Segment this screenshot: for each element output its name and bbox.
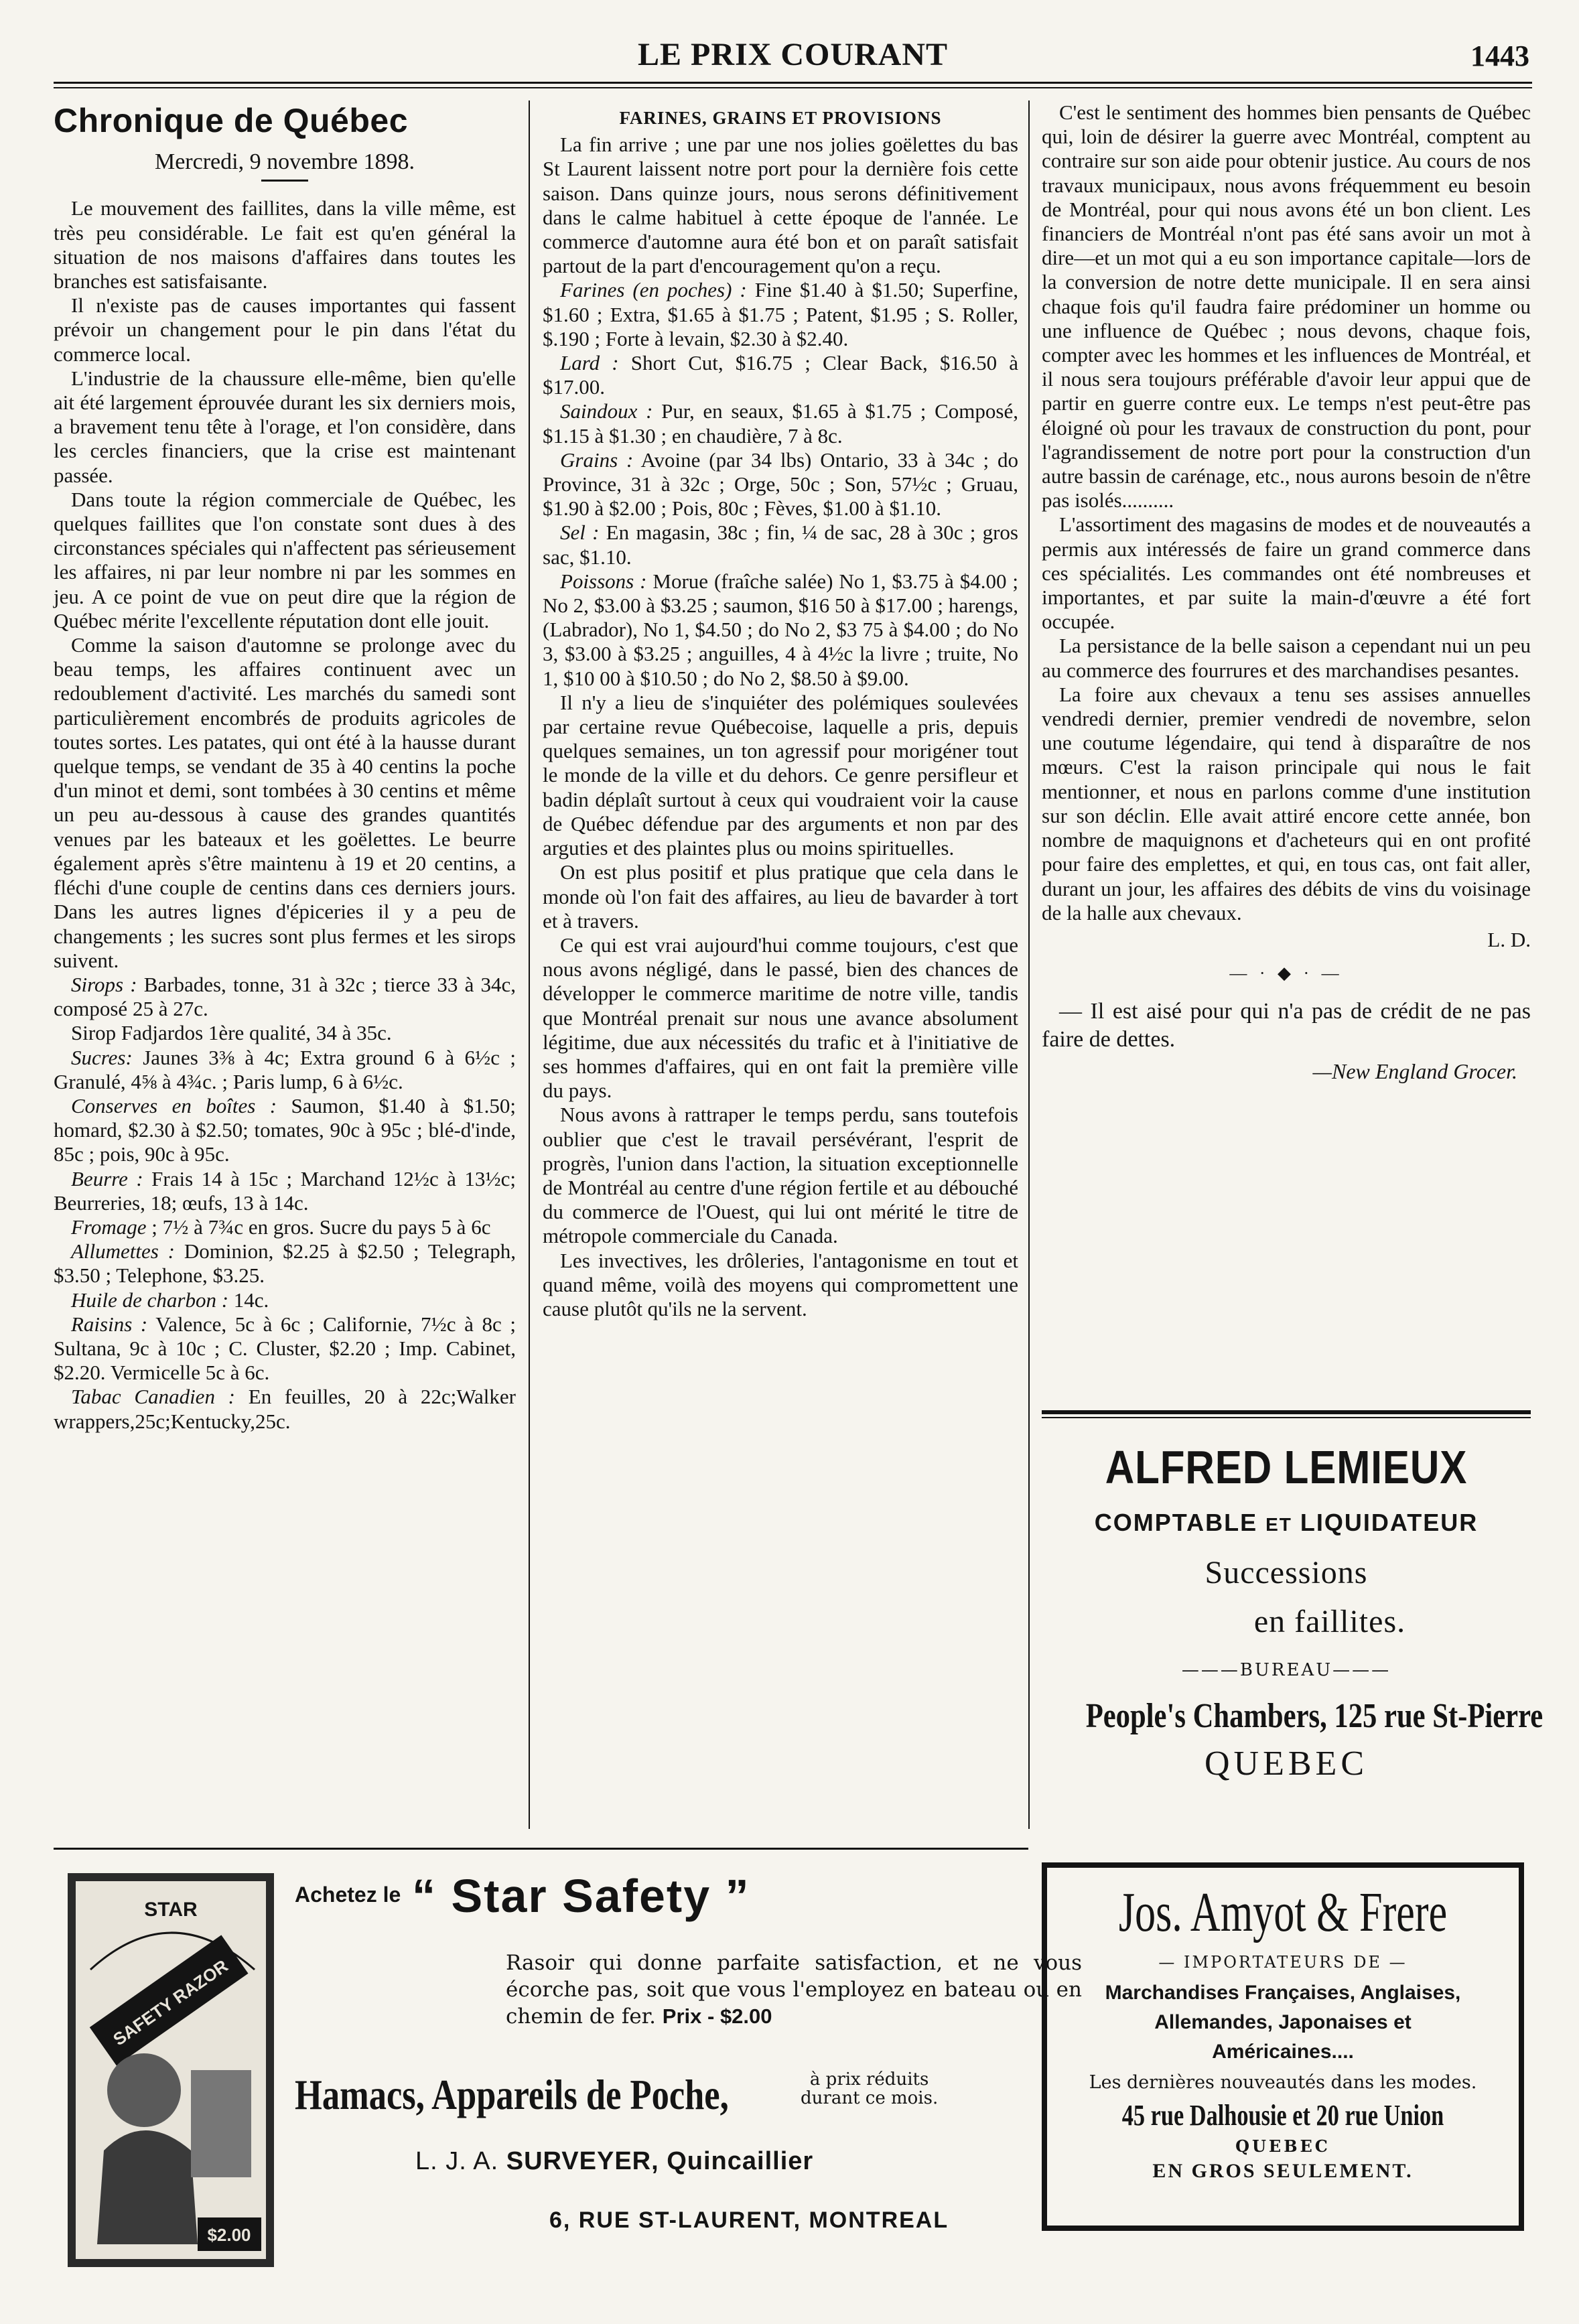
publication-title: LE PRIX COURANT bbox=[637, 37, 949, 72]
subtitle-word: LIQUIDATEUR bbox=[1300, 1509, 1479, 1536]
page-header bbox=[54, 27, 1532, 74]
advertiser-name: Jos. Amyot & Frere bbox=[1118, 1881, 1448, 1943]
price-text: Frais 14 à 15c ; Marchand 12½c à 13½c; Beurreries, 18; œufs, 13 à 14c. bbox=[54, 1166, 516, 1215]
column-divider bbox=[1028, 100, 1030, 1829]
header-rule-thin bbox=[54, 87, 1532, 88]
price-line bbox=[543, 278, 1018, 351]
price-label: Fromage bbox=[71, 1215, 147, 1239]
price-text: Saumon, $1.40 à $1.50; homard, $2.30 à $2.50; tomates, 90c à 95c ; blé-d'inde, 85c ; pois, 90c à 95c. bbox=[54, 1093, 516, 1166]
novelties-line: Les dernières nouveautés dans les modes. bbox=[1089, 2072, 1477, 2093]
price-line bbox=[543, 521, 1018, 569]
paragraph: Le mouvement des faillites, dans la ville même, est très peu considérable. Le fait est qu'en général la situation de nos maisons d'affaires dans toutes les branches est satisfaisante. bbox=[54, 196, 516, 293]
paragraph: Ce qui est vrai aujourd'hui comme toujours, c'est que nous avons négligé, dans le passé, bien des chances de développer le commerce maritime de notre ville, tandis que Montréal prenait sur nous une avance absolument légitime, due aux nécessités du trafic et à l'initiative de ses hommes d'affaires, qui en ont fait la première ville du pays. bbox=[543, 933, 1018, 1103]
razor-band-label: SAFETY RAZOR bbox=[109, 1956, 232, 2050]
paragraph: On est plus positif et plus pratique que cela dans le monde où l'on fait des affaires, au lieu de bavarder à tort et à travers. bbox=[543, 860, 1018, 933]
page-number: 1443 bbox=[1470, 40, 1529, 72]
ad-lead-text: Achetez le bbox=[295, 1883, 401, 1907]
advertiser-city: QUEBEC bbox=[1205, 1745, 1368, 1783]
advertiser-name: ALFRED LEMIEUX bbox=[1105, 1441, 1468, 1493]
paragraph: Les invectives, les drôleries, l'antagonisme en tout et quand même, voilà des moyens qui compromettent une cause plutôt qu'ils ne la servent. bbox=[543, 1248, 1018, 1320]
price-label: Saindoux : bbox=[560, 399, 653, 423]
section-rule bbox=[54, 1848, 1028, 1850]
wholesale-note: EN GROS SEULEMENT. bbox=[1152, 2160, 1414, 2182]
discount-note bbox=[801, 2070, 938, 2108]
paragraph: C'est le sentiment des hommes bien pensants de Québec qui, loin de désirer la guerre avec Montréal, comptent au contraire sur son aide pour obtenir justice. Au cours de nos travaux municipaux, nous avons fréquemment eu besoin de Montréal, pour qui nous avons été un bon client. Les financiers de Montréal n'ont pas été sans avoir un mot à dire—et un mot qui a eu son importance capitale—lors de la conversion de notre dette municipale. Il en sera ainsi chaque fois qu'il faudra faire prédominer un homme ou une influence de Québec ; nous devons, chaque fois, compter avec les hommes et les influences de Montréal, et il nous sera toujours préférable d'avoir leur appui que de partir en guerre contre eux. Le temps n'est peut-être pas éloigné où pour les travaux de construction du pont, pour l'agrandissement de notre port pour la construction d'un autre bassin de carénage, etc., nous aurons besoin de n'être pas isolés.......... bbox=[1042, 100, 1531, 512]
price-text: Barbades, tonne, 31 à 32c ; tierce 33 à 34c, composé 25 à 27c. bbox=[54, 972, 516, 1021]
price-text: Short Cut, $16.75 ; Clear Back, $16.50 à $17.00. bbox=[543, 351, 1019, 399]
article-title: Chronique de Québec bbox=[54, 102, 409, 139]
service-line: en faillites. bbox=[1253, 1604, 1406, 1639]
price-label: Sirops : bbox=[71, 972, 137, 996]
hamacs-heading: Hamacs, Appareils de Poche, bbox=[295, 2071, 729, 2118]
goods-line: Américaines.... bbox=[1212, 2041, 1354, 2063]
ad-rule bbox=[1042, 1410, 1531, 1414]
price-label: Huile de charbon : bbox=[71, 1288, 229, 1312]
price-line bbox=[543, 448, 1018, 521]
subtitle-word: COMPTABLE bbox=[1094, 1509, 1258, 1536]
price-text: Dominion, $2.25 à $2.50 ; Telegraph, $3.50 ; Telephone, $3.25. bbox=[54, 1239, 516, 1288]
price-line bbox=[54, 1288, 516, 1312]
price-line bbox=[54, 973, 516, 1021]
price-line bbox=[54, 1239, 516, 1288]
price-label: Sucres: bbox=[71, 1045, 133, 1069]
price-line bbox=[54, 1385, 516, 1433]
price-text: ; 7½ à 7¾c en gros. Sucre du pays 5 à 6c bbox=[146, 1215, 491, 1239]
price-line bbox=[54, 1094, 516, 1167]
advertiser-address: People's Chambers, 125 rue St-Pierre bbox=[1085, 1697, 1543, 1735]
paragraph: Dans toute la région commerciale de Québec, les quelques faillites que l'on constate sont dues à des circonstances spéciales qui n'affectent pas sérieusement les affaires, ni par leur nombre ni par les sommes en jeu. A ce point de vue on peut dire que la région de Québec mérite l'excellente réputation dont elle jouit. bbox=[54, 487, 516, 632]
bureau-label: ———BUREAU——— bbox=[1181, 1660, 1391, 1680]
quote: — Il est aisé pour qui n'a pas de crédit de ne pas faire de dettes. bbox=[1042, 999, 1531, 1052]
paragraph: Il n'existe pas de causes importantes qui fassent prévoir un changement pour le pin dans l'état du commerce local. bbox=[54, 293, 516, 366]
article-date: Mercredi, 9 novembre 1898. bbox=[154, 149, 415, 175]
service-line: Successions bbox=[1205, 1555, 1368, 1590]
subtitle-word: ET bbox=[1265, 1514, 1292, 1535]
price-line bbox=[543, 569, 1018, 691]
goods-line: Allemandes, Japonaises et bbox=[1154, 2011, 1412, 2033]
goods-line: Marchandises Françaises, Anglaises, bbox=[1105, 1982, 1461, 2004]
price-label: Raisins : bbox=[71, 1312, 148, 1336]
merchant-address: 6, RUE ST-LAURENT, MONTREAL bbox=[549, 2207, 949, 2233]
advertiser-address: 45 rue Dalhousie et 20 rue Union bbox=[1121, 2099, 1444, 2132]
price-line bbox=[54, 1046, 516, 1094]
price-label: Lard : bbox=[560, 351, 619, 375]
price-label: Farines (en poches) : bbox=[560, 278, 747, 302]
price-text: En feuilles, 20 à 22c;Walker wrappers,25c;Kentucky,25c. bbox=[54, 1385, 517, 1433]
merchant-initials: L. J. A. bbox=[415, 2147, 499, 2175]
price-text: Morue (fraîche salée) No 1, $3.75 à $4.00 ; No 2, $3.00 à $3.25 ; saumon, $16 50 à $17.00 ; harengs, (Labrador), No 1, $4.50 ; do No 2, $3 75 à $4.00 ; do No 3, $3.00 à $3.25 ; anguilles, 4 à 4½c la livre ; truite, No 1, $10 00 à $10.50 ; do No 2, $8.50 à $9.00. bbox=[543, 569, 1018, 690]
advertiser-subtitle bbox=[1042, 1509, 1531, 1537]
paragraph: La foire aux chevaux a tenu ses assises annuelles vendredi dernier, premier vendredi de novembre, selon une coutume légendaire, qui tend à disparaître de nos mœurs. C'est la raison principale qui nous le fait mentionner, et nous en parlons comme d'une institution sur son déclin. Elle avait attiré encore cette année, bon nombre de maquignons et d'acheteurs qui en ont profité pour faire des emplettes, et qui, en tous cas, ont fait aller, durant un jour, les affaires des débits de vins du voisinage de la halle aux chevaux. bbox=[1042, 682, 1531, 925]
section-heading: FARINES, GRAINS ET PROVISIONS bbox=[619, 108, 942, 128]
price-text: Sirop Fadjardos 1ère qualité, 34 à 35c. bbox=[71, 1021, 392, 1045]
discount-line: à prix réduits bbox=[809, 2069, 929, 2090]
price-text: Pur, en seaux, $1.65 à $1.75 ; Composé, $1.15 à $1.30 ; en chaudière, 7 à 8c. bbox=[543, 399, 1018, 448]
discount-line: durant ce mois. bbox=[801, 2088, 939, 2108]
price-label: Beurre : bbox=[71, 1166, 143, 1190]
header-rule bbox=[54, 82, 1532, 84]
ad-amyot bbox=[1042, 1862, 1524, 2231]
price-line bbox=[543, 399, 1018, 448]
paragraph: L'assortiment des magasins de modes et de nouveautés a permis aux intéressés de faire un grand commerce dans ces spécialités. Les commandes ont été nombreuses et importantes, et par suite la main-d'œuvre a été fort occupée. bbox=[1042, 512, 1531, 634]
price-line bbox=[543, 351, 1018, 399]
merchant-name bbox=[415, 2147, 813, 2176]
product-name: “ Star Safety ” bbox=[412, 1870, 750, 1922]
price-text: Jaunes 3⅜ à 4c; Extra ground 6 à 6½c ; Granulé, 4⅝ à 4¾c. ; Paris lump, 6 à 6½c. bbox=[54, 1045, 516, 1093]
price-text: Valence, 5c à 6c ; Californie, 7½c à 8c ; Sultana, 9c à 10c ; C. Cluster, $2.20 ; Imp. Cabinet, $2.20. Vermicelle 5c à 6c. bbox=[54, 1312, 516, 1385]
price-label: Sel : bbox=[560, 521, 600, 545]
razor-price-label: $2.00 bbox=[207, 2225, 251, 2245]
column-suite bbox=[1042, 100, 1531, 1084]
merchant-title: SURVEYER, Quincaillier bbox=[506, 2147, 814, 2175]
price-label: Allumettes : bbox=[71, 1239, 176, 1263]
price-line bbox=[54, 1215, 516, 1239]
description-text: Rasoir qui donne parfaite satisfaction, et ne vous écorche pas, soit que vous l'employez en bateau ou en chemin de fer. bbox=[506, 1951, 1082, 2029]
paragraph: Comme la saison d'automne se prolonge avec du beau temps, les affaires continuent avec un redoublement d'activité. Les marchés du samedi sont particulièrement encombrés de produits agricoles de toutes sortes. Les patates, qui ont été à la hausse durant quelque temps, se vendant de 35 à 40 centins la poche d'un minot et demi, sont tombées à 30 centins et même un peu au-dessous à cause des grandes quantités venues par les bateaux et les goëlettes. Le beurre également après s'être maintenu à 19 et 20 centins, a fléchi d'une couple de centins dans ces derniers jours. Dans les autres lignes d'épiceries il y a peu de changements ; les sucres sont plus fermes et les sirops suivent. bbox=[54, 633, 516, 972]
price-line bbox=[54, 1021, 516, 1045]
price-text: En magasin, 38c ; fin, ¼ de sac, 28 à 30c ; gros sac, $1.10. bbox=[543, 521, 1018, 569]
column-farines bbox=[543, 100, 1018, 1321]
price-line bbox=[54, 1312, 516, 1385]
price-label: Conserves en boîtes : bbox=[71, 1093, 277, 1117]
author-signature: L. D. bbox=[1487, 927, 1531, 951]
price-text: 14c. bbox=[228, 1288, 269, 1312]
paragraph: Nous avons à rattraper le temps perdu, sans toutefois oublier que c'est le travail persévérant, l'esprit de progrès, l'union dans l'action, la situation exceptionnelle de Montréal au centre d'une région fertile et au débouché du commerce de l'Ouest, qui lui ont mérité le titre de métropole commerciale du Canada. bbox=[543, 1103, 1018, 1248]
title-rule bbox=[261, 180, 308, 182]
ad-rule-thin bbox=[1042, 1417, 1531, 1418]
advertiser-city: QUEBEC bbox=[1235, 2136, 1330, 2156]
price-label: Grains : bbox=[560, 448, 634, 472]
column-divider bbox=[529, 100, 530, 1829]
ornament-separator: — · ◆ · — bbox=[1229, 963, 1343, 983]
quote-source: —New England Grocer. bbox=[1312, 1059, 1517, 1084]
ad-lemieux bbox=[1042, 1420, 1543, 1783]
importers-label: — IMPORTATEURS DE — bbox=[1158, 1953, 1408, 1972]
column-chronique bbox=[54, 100, 516, 1434]
price-label: Poissons : bbox=[560, 569, 647, 593]
razor-illustration-icon bbox=[64, 1869, 278, 2271]
price-label: Tabac Canadien : bbox=[71, 1385, 236, 1409]
price-line bbox=[54, 1167, 516, 1215]
paragraph: La fin arrive ; une par une nos jolies goëlettes du bas St Laurent laissent notre port pour la dernière fois cette saison. Dans quinze jours, nous serons définitivement dans le calme habituel à cette époque de l'année. Le commerce d'automne aura été bon et on paraît satisfait partout de la part d'encouragement qu'on a reçu. bbox=[543, 133, 1018, 278]
razor-top-label: STAR bbox=[144, 1899, 198, 1921]
goods-list bbox=[1047, 1978, 1519, 2067]
product-price: Prix - $2.00 bbox=[662, 2004, 772, 2028]
paragraph: L'industrie de la chaussure elle-même, bien qu'elle ait été largement éprouvée durant les six derniers mois, a bravement tenu tête à l'orage, et l'on considère, dans les cercles financiers, que la crise est maintenant passée. bbox=[54, 366, 516, 487]
price-text: Fine $1.40 à $1.50; Superfine, $1.60 ; Extra, $1.65 à $1.75 ; Patent, $1.95 ; S. Roller, $.190 ; Forte à levain, $2.30 à $2.40. bbox=[543, 278, 1018, 350]
paragraph: La persistance de la belle saison a cependant nui un peu au commerce des fourrures et des marchandises pesantes. bbox=[1042, 634, 1531, 682]
paragraph: Il n'y a lieu de s'inquiéter des polémiques soulevées par certaine revue Québecoise, laquelle a pris, depuis quelques semaines, un ton agressif pour morigéner tout le monde de la ville et du dehors. Ce genre persifleur et badin déplaît surtout à ceux qui voudraient voir la cause de Québec défendue par des arguments et non par des arguties et des plaintes plus ou moins spirituelles. bbox=[543, 690, 1018, 860]
product-description bbox=[506, 1950, 1082, 2030]
price-text: Avoine (par 34 lbs) Ontario, 33 à 34c ; do Province, 31 à 32c ; Orge, 50c ; Son, 57½c ; Gruau, $1.90 à $2.00 ; Pois, 80c ; Fèves, $1.00 à $1.10. bbox=[543, 448, 1019, 521]
ad-star-safety bbox=[64, 1869, 1082, 2271]
